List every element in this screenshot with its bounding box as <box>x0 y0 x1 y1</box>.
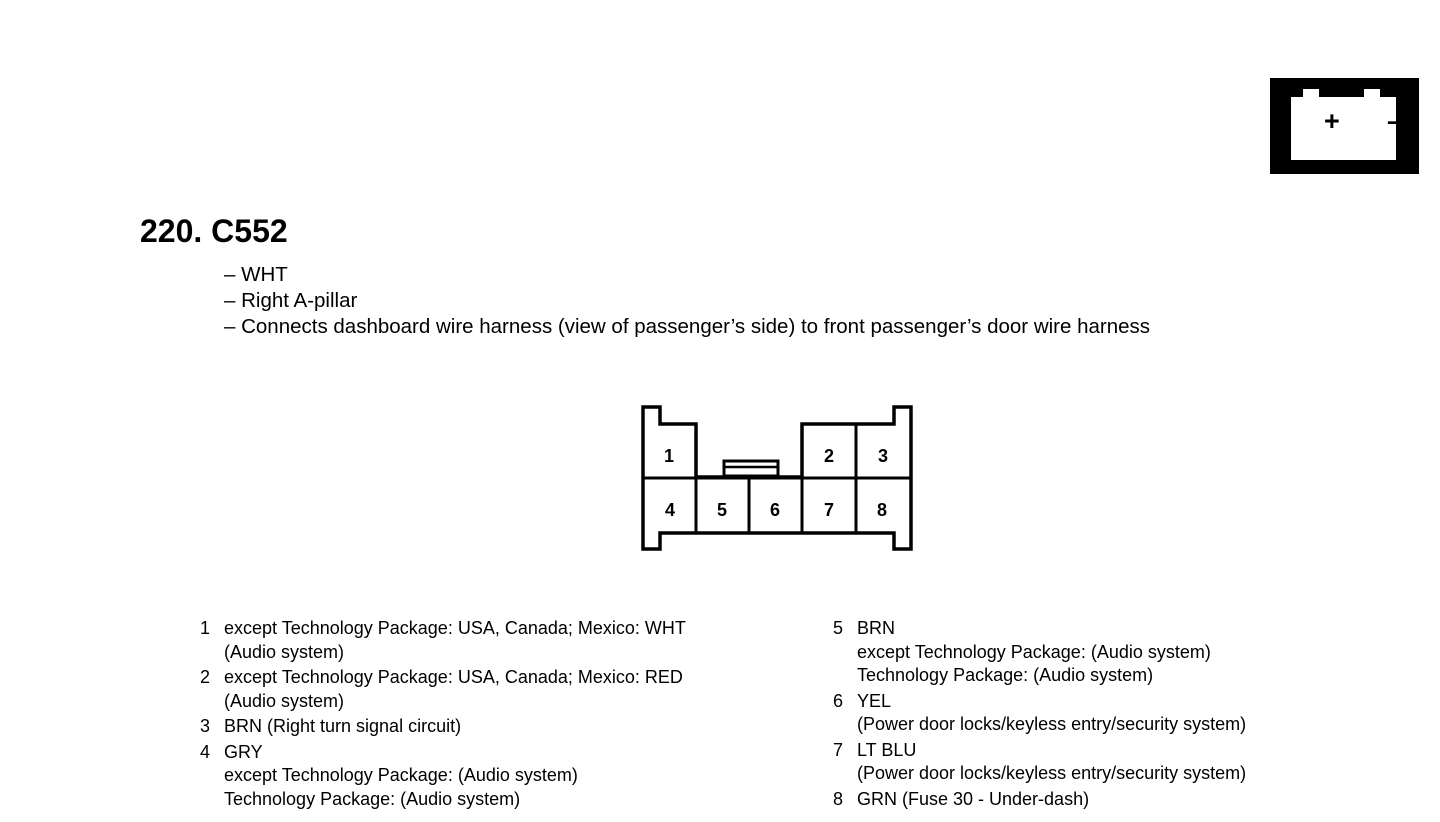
pin-description: (Audio system) <box>224 641 345 662</box>
pin-number: 7 <box>833 739 844 760</box>
pin-entry-4 <box>200 741 686 812</box>
battery-plus-sign: + <box>1324 106 1340 136</box>
pin-label-2: 2 <box>823 446 835 466</box>
pin-number: 6 <box>833 690 844 711</box>
pin-number: 1 <box>200 618 211 638</box>
pin-entry-8 <box>833 788 1246 812</box>
pin-label-6: 6 <box>769 500 781 520</box>
pin-entry-2 <box>200 666 686 713</box>
pin-entry-1 <box>200 617 686 664</box>
pin-description: Technology Package: (Audio system) <box>224 788 521 809</box>
pin-list-right <box>833 617 1246 813</box>
pin-description: except Technology Package: (Audio system) <box>857 641 1211 662</box>
pin-entry-6 <box>833 690 1246 737</box>
pin-description: (Power door locks/keyless entry/security system) <box>857 763 1247 783</box>
pin-description: except Technology Package: USA, Canada; Mexico: WHT <box>224 618 686 638</box>
pin-description: GRN (Fuse 30 - Under-dash) <box>857 788 1090 809</box>
pin-label-1: 1 <box>663 446 675 466</box>
pin-label-7: 7 <box>823 500 835 520</box>
pin-list-left <box>200 617 686 813</box>
pin-description: Technology Package: (Audio system) <box>857 665 1154 685</box>
info-color: – WHT <box>224 263 288 286</box>
pin-description: except Technology Package: USA, Canada; Mexico: RED <box>224 667 683 687</box>
pin-label-8: 8 <box>876 500 888 520</box>
battery-minus-sign: – <box>1387 106 1403 136</box>
info-connects: – Connects dashboard wire harness (view of passenger’s side) to front passenger’s door wire harness <box>224 315 1151 338</box>
battery-negative-terminal <box>1364 89 1380 98</box>
pin-description: (Power door locks/keyless entry/security system) <box>857 714 1247 734</box>
pin-entry-7 <box>833 739 1246 786</box>
battery-body <box>1291 97 1403 160</box>
pin-label-4: 4 <box>664 500 676 520</box>
pin-entry-3 <box>200 715 686 739</box>
connector-info-list <box>224 262 1150 340</box>
pin-label-3: 3 <box>877 446 889 466</box>
connector-latch <box>724 461 778 476</box>
battery-positive-terminal <box>1303 89 1319 98</box>
connector-title: 220. C552 <box>140 213 288 249</box>
pin-description: YEL <box>857 690 892 711</box>
pin-entry-5 <box>833 617 1246 688</box>
battery-icon <box>1270 78 1419 174</box>
pin-description: BRN <box>857 618 896 638</box>
info-location: – Right A-pillar <box>224 289 358 312</box>
pin-number: 3 <box>200 716 211 736</box>
pin-number: 8 <box>833 788 844 809</box>
pin-number: 4 <box>200 741 211 762</box>
pin-description: except Technology Package: (Audio system) <box>224 765 578 785</box>
pin-description: LT BLU <box>857 739 917 760</box>
pin-description: BRN (Right turn signal circuit) <box>224 716 462 736</box>
pin-label-5: 5 <box>716 500 728 520</box>
pin-number: 5 <box>833 618 844 638</box>
pin-number: 2 <box>200 667 211 687</box>
pin-description: GRY <box>224 741 263 762</box>
pin-description: (Audio system) <box>224 690 345 711</box>
connector-diagram <box>640 404 916 554</box>
